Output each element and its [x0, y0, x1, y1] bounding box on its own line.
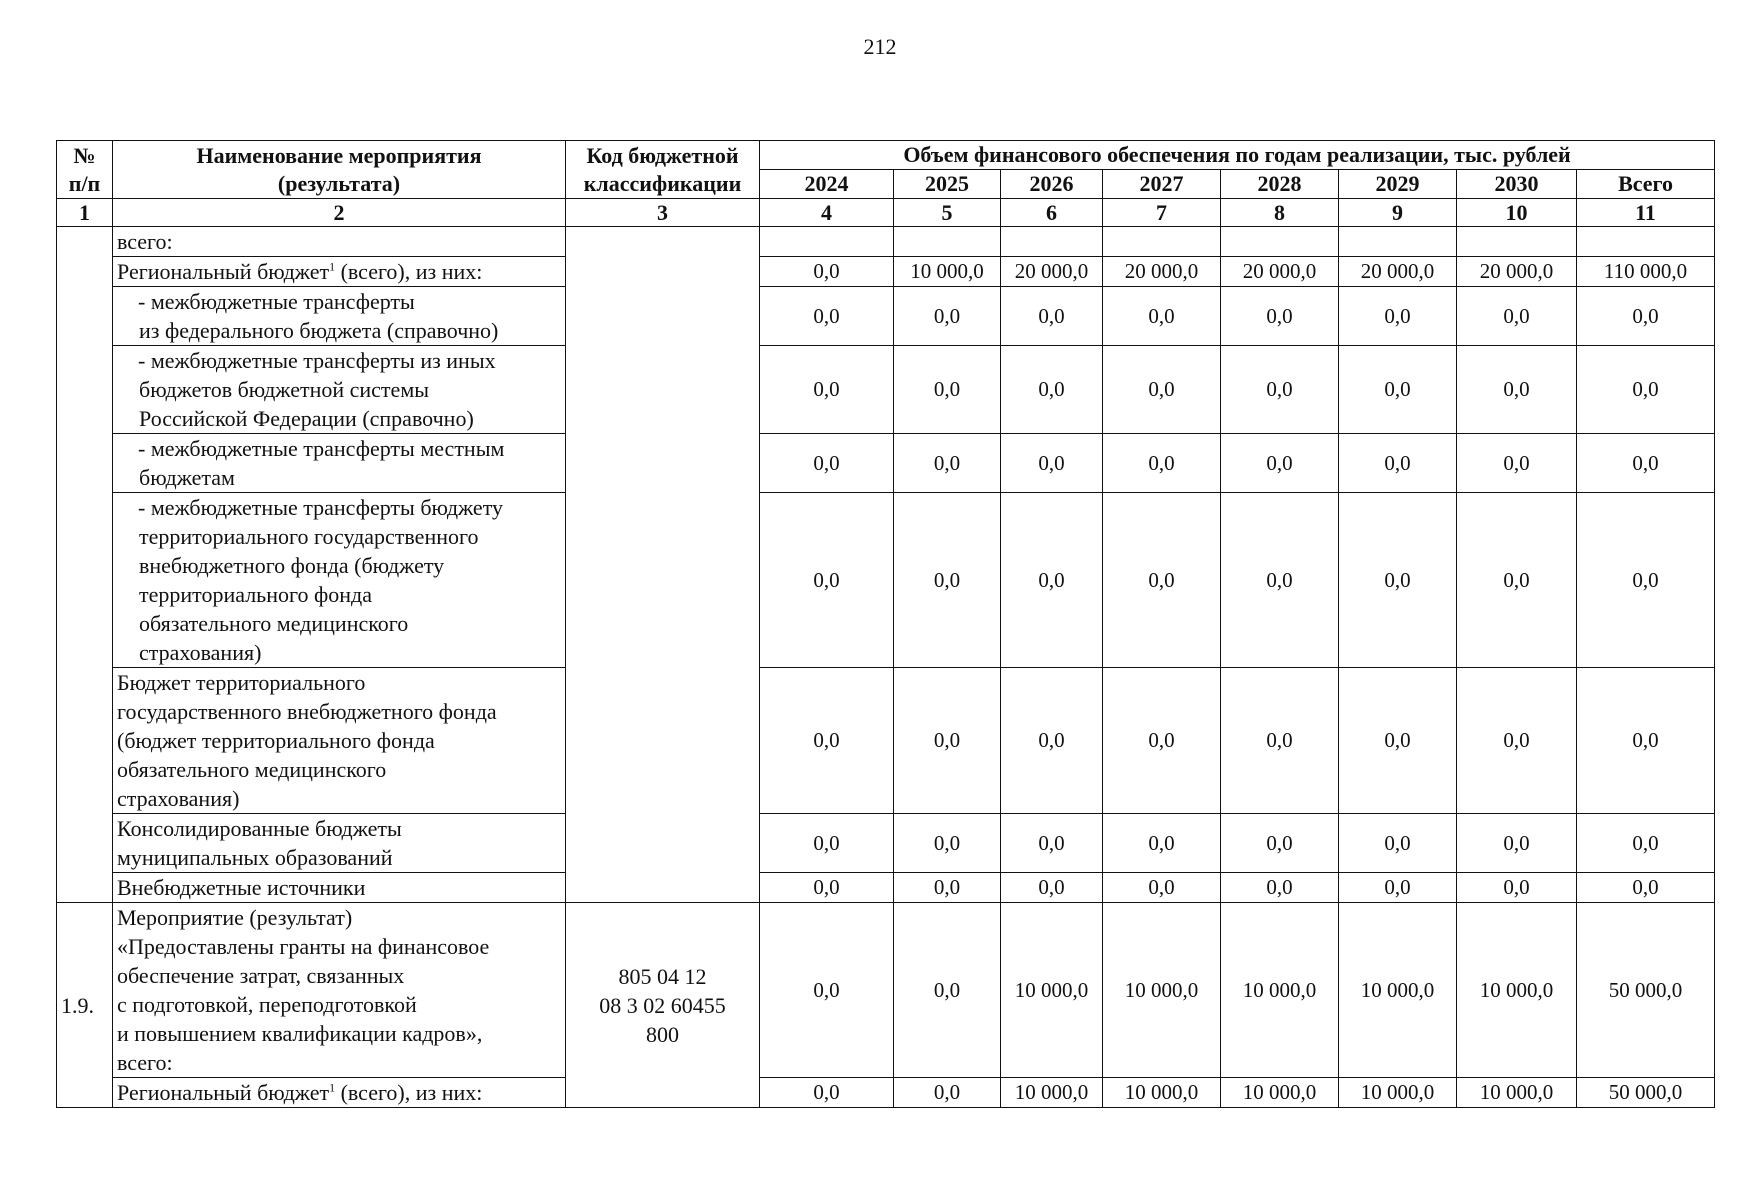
row-name: Консолидированные бюджеты муниципальных образований — [113, 814, 566, 873]
header-year: 2030 — [1457, 170, 1577, 199]
value-cell: 0,0 — [1339, 346, 1457, 434]
value-cell: 0,0 — [1001, 287, 1103, 346]
table-row — [57, 287, 1715, 346]
np-cell — [57, 227, 113, 903]
value-cell: 0,0 — [1221, 434, 1339, 493]
table-row — [57, 434, 1715, 493]
value-cell: 0,0 — [894, 434, 1001, 493]
table-row-item-1-9 — [57, 903, 1715, 1078]
value-cell: 0,0 — [1103, 668, 1221, 814]
value-cell-total: 50 000,0 — [1577, 1078, 1715, 1108]
value-cell-empty — [1103, 227, 1221, 257]
value-cell: 0,0 — [760, 346, 894, 434]
value-cell: 10 000,0 — [1001, 1078, 1103, 1108]
header-year: 2024 — [760, 170, 894, 199]
row-name: Внебюджетные источники — [113, 873, 566, 903]
value-cell: 20 000,0 — [1457, 257, 1577, 287]
value-cell: 0,0 — [760, 257, 894, 287]
table-row — [57, 346, 1715, 434]
code-cell — [566, 227, 760, 903]
table-row — [57, 814, 1715, 873]
value-cell: 10 000,0 — [1221, 903, 1339, 1078]
header-row-1 — [57, 141, 1715, 170]
page-number: 212 — [863, 34, 897, 59]
value-cell: 20 000,0 — [1221, 257, 1339, 287]
value-cell-total: 0,0 — [1577, 434, 1715, 493]
value-cell: 0,0 — [1339, 668, 1457, 814]
value-cell: 20 000,0 — [1339, 257, 1457, 287]
row-name: Мероприятие (результат) «Предоставлены гранты на финансовое обеспечение затрат, связанных с подготовкой, переподготовкой и повышением квалификации кадров», всего: — [113, 903, 566, 1078]
value-cell: 10 000,0 — [1001, 903, 1103, 1078]
column-index: 5 — [894, 199, 1001, 227]
value-cell: 10 000,0 — [1103, 903, 1221, 1078]
value-cell: 0,0 — [1001, 873, 1103, 903]
value-cell: 0,0 — [1001, 493, 1103, 668]
value-cell-total: 0,0 — [1577, 346, 1715, 434]
value-cell: 0,0 — [1103, 287, 1221, 346]
row-name: - межбюджетные трансферты бюджету территориального государственного внебюджетного фонда (бюджету территориального фонда обязательного медицинского страхования) — [113, 493, 566, 668]
row-name: Региональный бюджет$^1$ (всего), из них: — [113, 257, 566, 287]
value-cell: 0,0 — [1457, 434, 1577, 493]
value-cell: 0,0 — [894, 1078, 1001, 1108]
value-cell: 10 000,0 — [1221, 1078, 1339, 1108]
value-cell: 0,0 — [760, 493, 894, 668]
value-cell: 0,0 — [1103, 434, 1221, 493]
value-cell: 0,0 — [894, 873, 1001, 903]
value-cell-empty — [1339, 227, 1457, 257]
value-cell: 0,0 — [1001, 346, 1103, 434]
header-year: 2027 — [1103, 170, 1221, 199]
value-cell: 0,0 — [1103, 346, 1221, 434]
value-cell: 0,0 — [1221, 873, 1339, 903]
header-code: Код бюджетной классификации — [566, 141, 760, 199]
row-name: всего: — [113, 227, 566, 257]
value-cell: 0,0 — [1457, 493, 1577, 668]
column-index: 6 — [1001, 199, 1103, 227]
value-cell: 0,0 — [760, 903, 894, 1078]
table-row — [57, 1078, 1715, 1108]
header-volume: Объем финансового обеспечения по годам реализации, тыс. рублей — [760, 141, 1715, 170]
item-number: 1.9. — [57, 903, 113, 1108]
value-cell: 0,0 — [1339, 434, 1457, 493]
value-cell: 0,0 — [894, 814, 1001, 873]
value-cell-empty — [1457, 227, 1577, 257]
value-cell: 0,0 — [760, 287, 894, 346]
value-cell: 10 000,0 — [1457, 903, 1577, 1078]
value-cell: 0,0 — [1339, 287, 1457, 346]
value-cell-total: 0,0 — [1577, 287, 1715, 346]
value-cell-total: 0,0 — [1577, 814, 1715, 873]
value-cell-total: 110 000,0 — [1577, 257, 1715, 287]
value-cell: 0,0 — [760, 873, 894, 903]
value-cell: 0,0 — [1103, 814, 1221, 873]
table-row — [57, 873, 1715, 903]
value-cell: 0,0 — [1339, 873, 1457, 903]
table-row — [57, 227, 1715, 257]
column-index: 1 — [57, 199, 113, 227]
value-cell: 0,0 — [1001, 814, 1103, 873]
value-cell: 0,0 — [1221, 493, 1339, 668]
value-cell-empty — [1221, 227, 1339, 257]
value-cell: 20 000,0 — [1001, 257, 1103, 287]
value-cell-empty — [760, 227, 894, 257]
value-cell: 10 000,0 — [1457, 1078, 1577, 1108]
row-name: - межбюджетные трансферты из иных бюджетов бюджетной системы Российской Федерации (справочно) — [113, 346, 566, 434]
value-cell: 0,0 — [1457, 287, 1577, 346]
column-index: 3 — [566, 199, 760, 227]
value-cell: 0,0 — [1221, 287, 1339, 346]
value-cell: 0,0 — [760, 668, 894, 814]
table-row — [57, 668, 1715, 814]
value-cell: 10 000,0 — [894, 257, 1001, 287]
value-cell-empty — [1577, 227, 1715, 257]
value-cell: 0,0 — [1221, 668, 1339, 814]
value-cell: 0,0 — [1457, 814, 1577, 873]
value-cell: 10 000,0 — [1103, 1078, 1221, 1108]
column-index: 8 — [1221, 199, 1339, 227]
value-cell: 0,0 — [760, 434, 894, 493]
value-cell: 0,0 — [894, 493, 1001, 668]
value-cell: 0,0 — [1457, 346, 1577, 434]
value-cell: 0,0 — [894, 903, 1001, 1078]
value-cell-total: 0,0 — [1577, 873, 1715, 903]
value-cell: 0,0 — [1457, 668, 1577, 814]
header-year: 2025 — [894, 170, 1001, 199]
header-year: 2028 — [1221, 170, 1339, 199]
value-cell: 0,0 — [1103, 493, 1221, 668]
column-index: 10 — [1457, 199, 1577, 227]
column-index: 9 — [1339, 199, 1457, 227]
value-cell: 0,0 — [1457, 873, 1577, 903]
value-cell: 0,0 — [1001, 434, 1103, 493]
table-row — [57, 257, 1715, 287]
value-cell: 0,0 — [894, 287, 1001, 346]
header-total: Всего — [1577, 170, 1715, 199]
value-cell: 0,0 — [1103, 873, 1221, 903]
column-index: 4 — [760, 199, 894, 227]
row-name: Региональный бюджет$^1$ (всего), из них: — [113, 1078, 566, 1108]
value-cell: 20 000,0 — [1103, 257, 1221, 287]
value-cell-empty — [894, 227, 1001, 257]
header-name: Наименование мероприятия (результата) — [113, 141, 566, 199]
column-index: 7 — [1103, 199, 1221, 227]
table-row — [57, 493, 1715, 668]
column-index: 11 — [1577, 199, 1715, 227]
budget-code: 805 04 12 08 3 02 60455 800 — [566, 903, 760, 1108]
row-name: - межбюджетные трансферты из федерального бюджета (справочно) — [113, 287, 566, 346]
value-cell: 0,0 — [894, 668, 1001, 814]
header-np: № п/п — [57, 141, 113, 199]
value-cell: 0,0 — [760, 814, 894, 873]
value-cell-total: 0,0 — [1577, 668, 1715, 814]
value-cell: 0,0 — [1001, 668, 1103, 814]
value-cell: 0,0 — [1339, 493, 1457, 668]
header-year: 2026 — [1001, 170, 1103, 199]
row-name: Бюджет территориального государственного внебюджетного фонда (бюджет территориального фонда обязательного медицинского страхования) — [113, 668, 566, 814]
value-cell: 0,0 — [1221, 814, 1339, 873]
value-cell: 0,0 — [760, 1078, 894, 1108]
value-cell-total: 50 000,0 — [1577, 903, 1715, 1078]
value-cell: 10 000,0 — [1339, 903, 1457, 1078]
column-index: 2 — [113, 199, 566, 227]
value-cell: 0,0 — [1339, 814, 1457, 873]
financing-table — [56, 140, 1715, 1108]
row-name: - межбюджетные трансферты местным бюджетам — [113, 434, 566, 493]
header-year: 2029 — [1339, 170, 1457, 199]
value-cell-total: 0,0 — [1577, 493, 1715, 668]
value-cell: 0,0 — [894, 346, 1001, 434]
value-cell: 10 000,0 — [1339, 1078, 1457, 1108]
value-cell-empty — [1001, 227, 1103, 257]
value-cell: 0,0 — [1221, 346, 1339, 434]
column-index-row — [57, 199, 1715, 227]
